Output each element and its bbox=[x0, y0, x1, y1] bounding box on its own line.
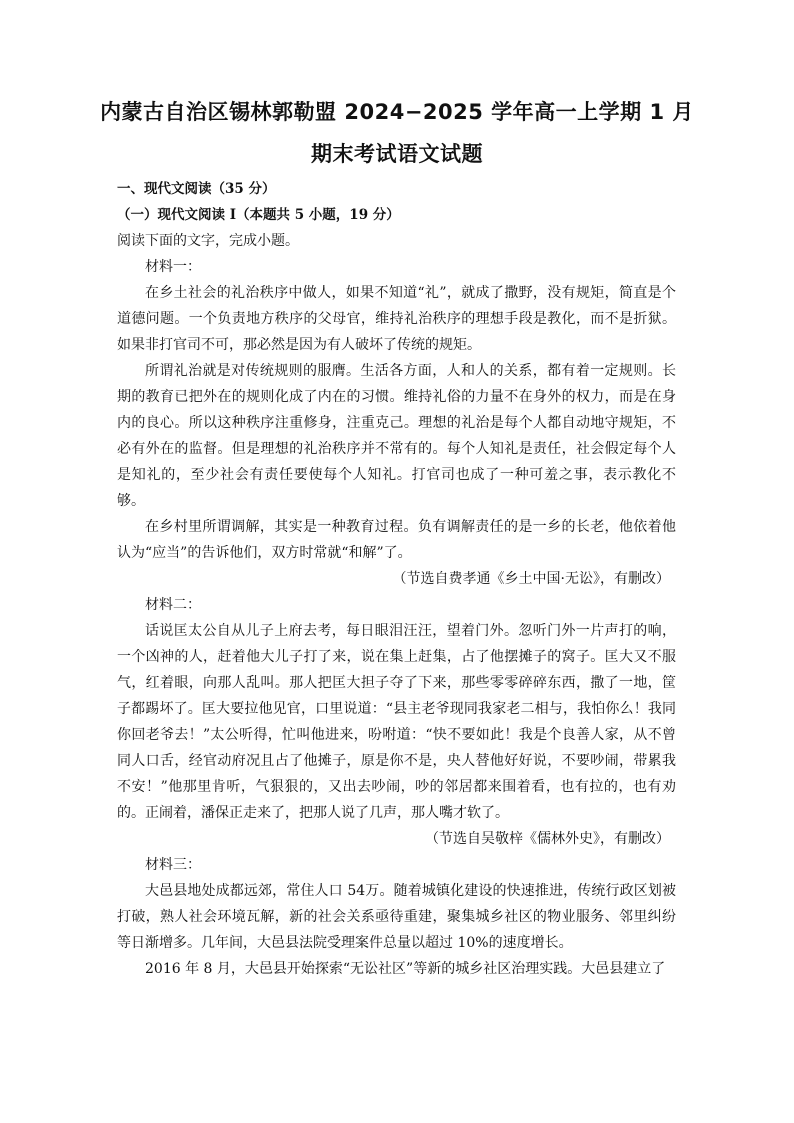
material1-paragraph: 在乡村里所谓调解，其实是一种教育过程。负有调解责任的是一乡的长老，他依着他认为“应当”的告诉他们，双方时常就“和解”了。 bbox=[117, 519, 676, 561]
material1-source: （节选自费孝通《乡土中国·无讼》，有删改） bbox=[392, 571, 670, 587]
document-title-line1: 内蒙古自治区锡林郭勒盟 2024−2025 学年高一上学期 1 月 bbox=[100, 100, 694, 124]
material2-label: 材料二： bbox=[145, 597, 201, 613]
material3-paragraph: 2016 年 8 月，大邑县开始探索“无讼社区”等新的城乡社区治理实践。大邑县建立了 bbox=[145, 961, 666, 977]
material2-source: （节选自吴敬梓《儒林外史》，有删改） bbox=[425, 831, 670, 847]
instruction-text: 阅读下面的文字，完成小题。 bbox=[117, 233, 299, 249]
section-subheading: （一）现代文阅读 I（本题共 5 小题，19 分） bbox=[117, 207, 400, 223]
material1-paragraph: 在乡土社会的礼治秩序中做人，如果不知道“礼”，就成了撒野，没有规矩，简直是个道德问题。一个负责地方秩序的父母官，维持礼治秩序的理想手段是教化，而不是折狱。如果非打官司不可，那必然是因为有人破坏了传统的规矩。 bbox=[117, 285, 676, 353]
material1-label: 材料一： bbox=[145, 259, 201, 275]
section-heading: 一、现代文阅读（35 分） bbox=[117, 181, 276, 197]
material3-label: 材料三： bbox=[145, 857, 201, 873]
document-body bbox=[117, 176, 676, 982]
document-title-line2: 期末考试语文试题 bbox=[311, 142, 483, 166]
material2-paragraph: 话说匡太公自从儿子上府去考，每日眼泪汪汪，望着门外。忽听门外一片声打的响，一个凶神的人，赶着他大儿子打了来，说在集上赶集，占了他摆摊子的窝子。匡大又不服气，红着眼，向那人乱叫。那人把匡大担子夺了下来，那些零零碎碎东西，撒了一地，筐子都踢坏了。匡大要拉他见官，口里说道：“县主老爷现同我家老二相与，我怕你么！我同你回老爷去！”太公听得，忙叫他进来，吩咐道：“快不要如此！我是个良善人家，从不曾同人口舌，经官动府况且占了他摊子，原是你不是，央人替他好好说，不要吵闹，带累我不安！”他那里肯听，气狠狠的，又出去吵闹，吵的邻居都来围着看，也有拉的，也有劝的。正闹着，潘保正走来了，把那人说了几声，那人嘴才软了。 bbox=[117, 623, 676, 821]
material3-paragraph: 大邑县地处成都远郊，常住人口 54万。随着城镇化建设的快速推进，传统行政区划被打破，熟人社会环境瓦解，新的社会关系亟待重建，聚集城乡社区的物业服务、邻里纠纷等日渐增多。几年间，大邑县法院受理案件总量以超过 10%的速度增长。 bbox=[117, 883, 676, 951]
material1-paragraph: 所谓礼治就是对传统规则的服膺。生活各方面，人和人的关系，都有着一定规则。长期的教育已把外在的规则化成了内在的习惯。维持礼俗的力量不在身外的权力，而是在身内的良心。所以这种秩序注重修身，注重克己。理想的礼治是每个人都自动地守规矩，不必有外在的监督。但是理想的礼治秩序并不常有的。每个人知礼是责任，社会假定每个人是知礼的，至少社会有责任要使每个人知礼。打官司也成了一种可羞之事，表示教化不够。 bbox=[117, 363, 676, 509]
